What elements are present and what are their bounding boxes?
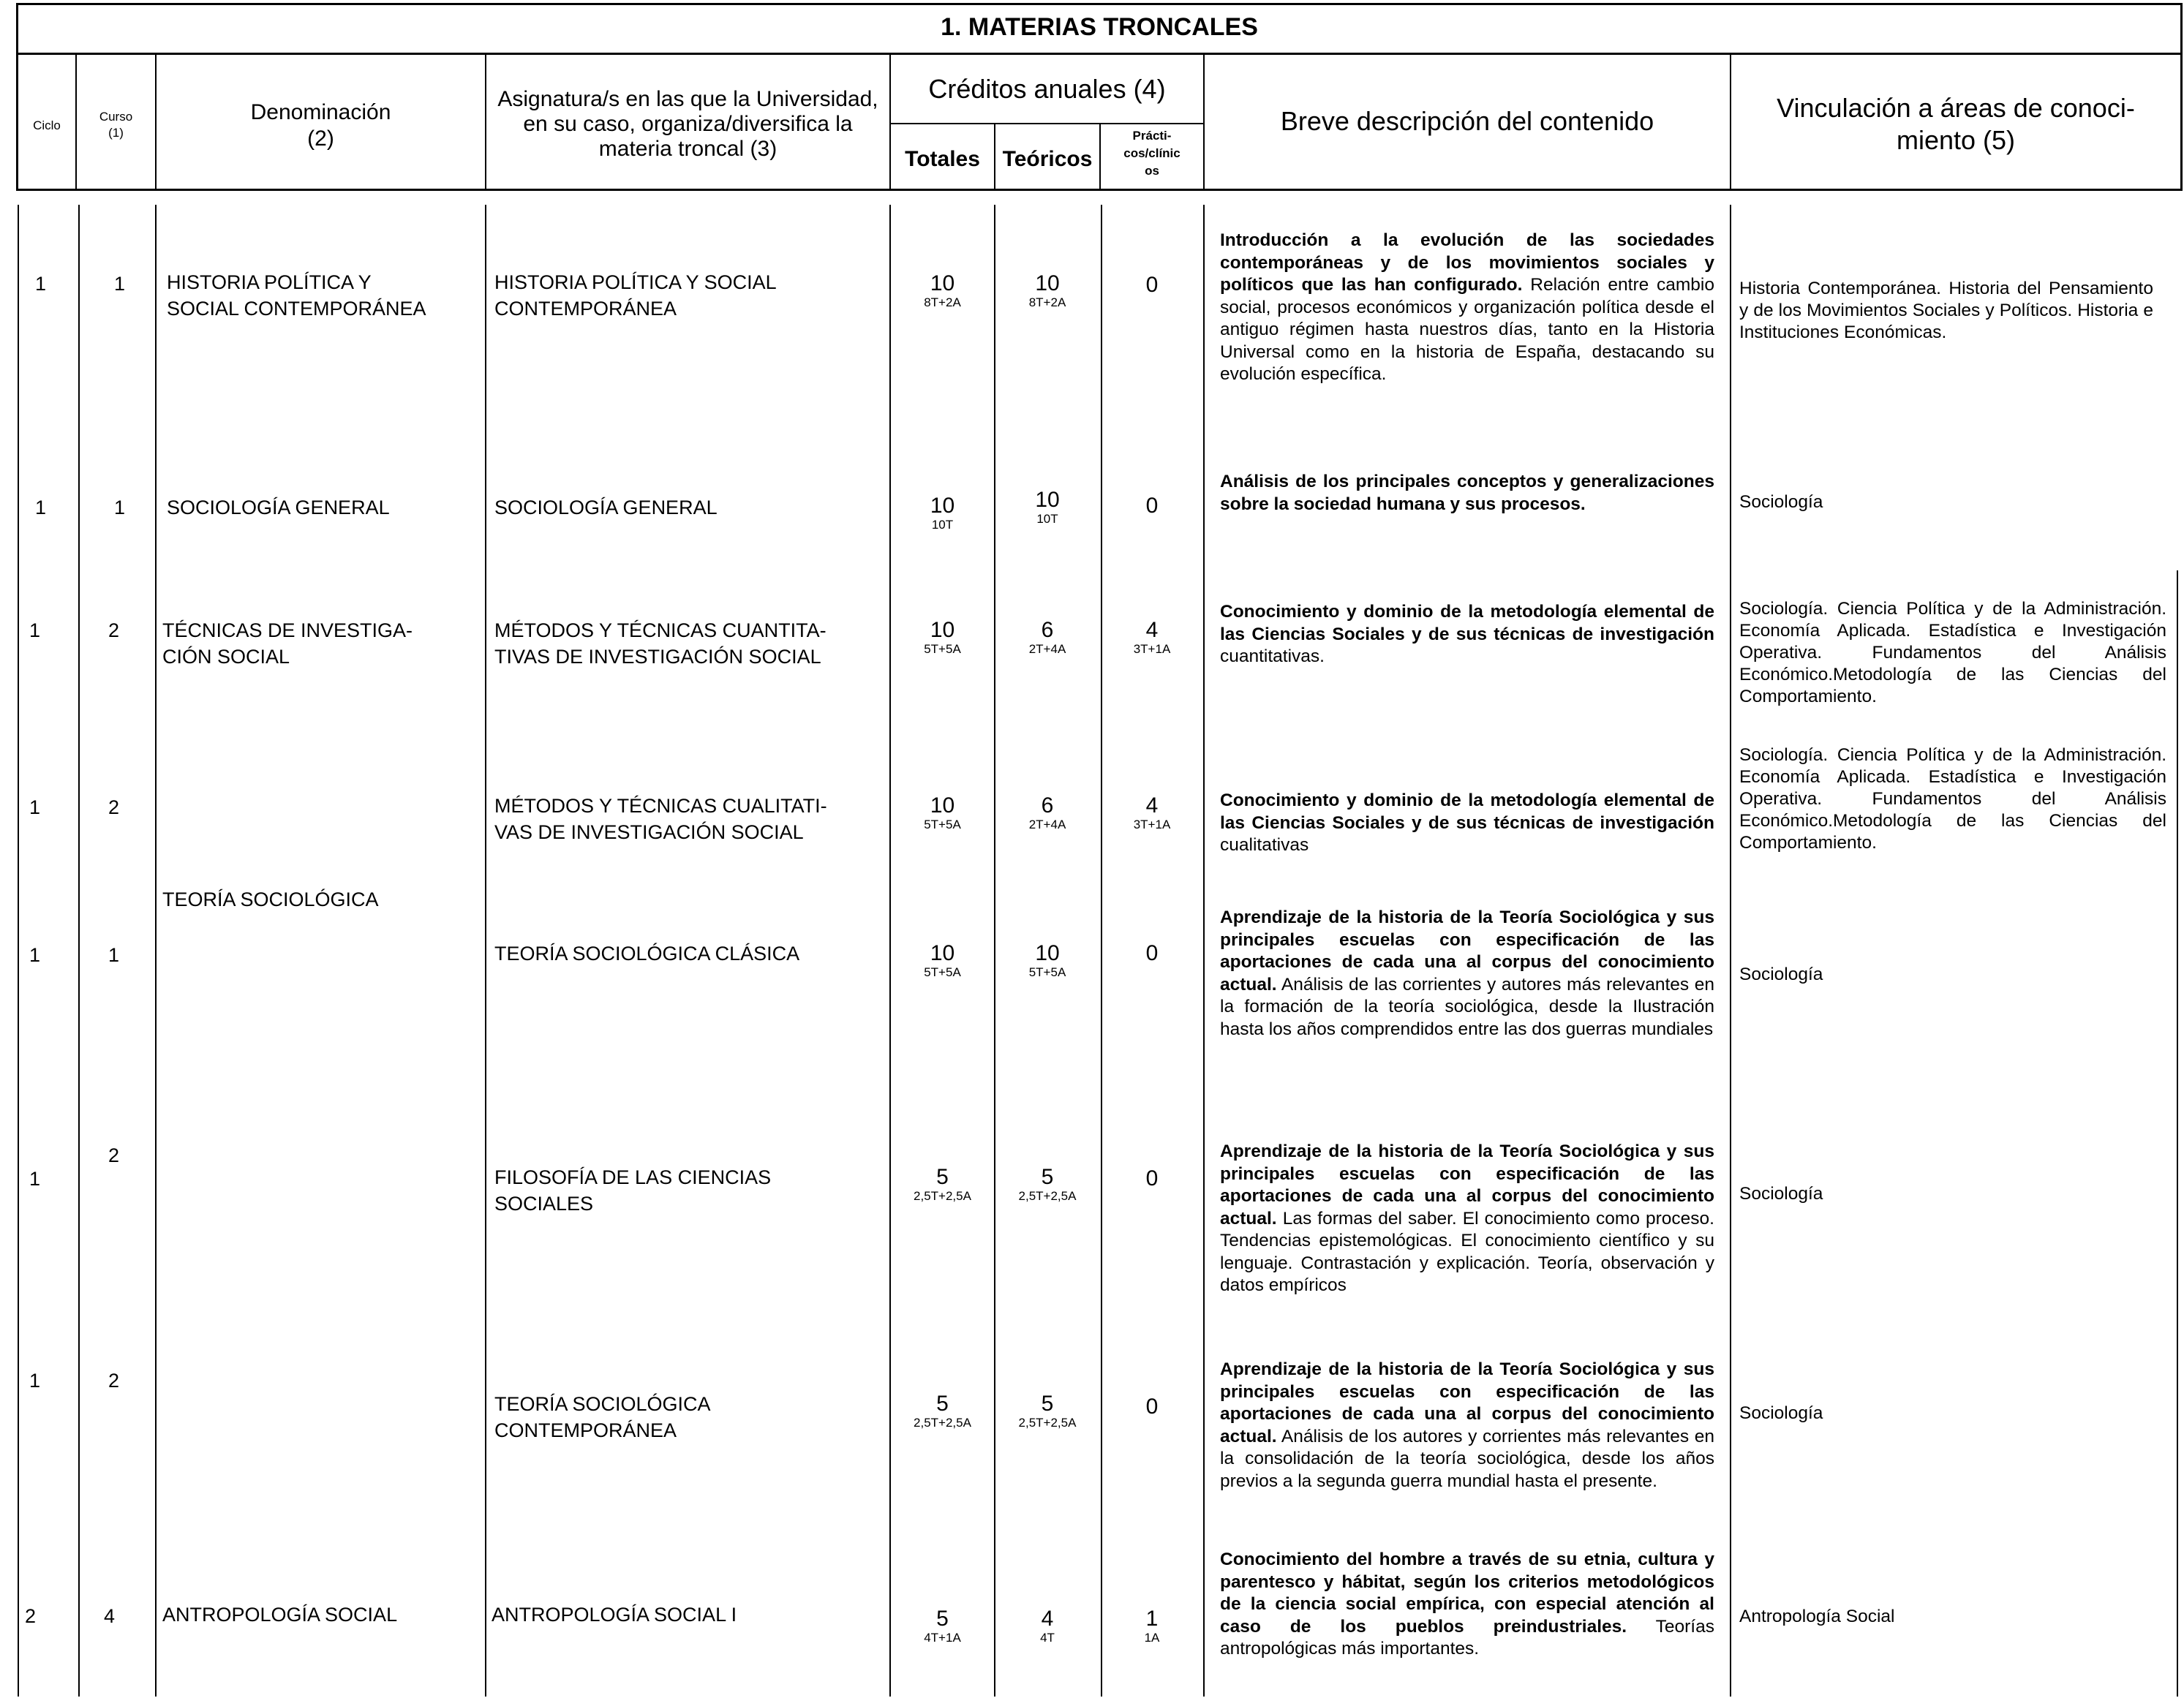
row-teoricos: 6 — [1041, 793, 1054, 818]
row-vinculacion: Sociología. Ciencia Política y de la Administración. Economía Aplicada. Estadística e Investigación Operativa. Fundamentos del Análisis Económico.Metodología de las Ciencias del Comportamiento. — [1739, 745, 2166, 853]
row-totales: 10 — [930, 793, 955, 818]
body-rule-b — [78, 205, 80, 1697]
row-asignatura-l1: MÉTODOS Y TÉCNICAS CUANTITA- — [494, 619, 826, 641]
row-teoricos-sub: 2T+4A — [1028, 818, 1066, 831]
row-teoricos-sub: 5T+5A — [1028, 965, 1066, 979]
row-teoricos: 5 — [1041, 1165, 1054, 1189]
row-descripcion — [1220, 1549, 1714, 1661]
row-asignatura-l2: TIVAS DE INVESTIGACIÓN SOCIAL — [494, 646, 821, 668]
row-curso: 2 — [108, 619, 120, 641]
row-totales: 10 — [930, 494, 955, 518]
row-descripcion-bold: Aprendizaje de la historia de la Teoría Sociológica y sus principales escuelas con especificación de las aportaciones de cada una al corpus del conocimiento actual. — [1220, 1359, 1714, 1446]
row-teoricos: 4 — [1041, 1607, 1054, 1631]
row-descripcion-bold: Aprendizaje de la historia de la Teoría Sociológica y sus principales escuelas con especificación de las aportaciones de cada una al corpus del conocimiento actual. — [1220, 1142, 1714, 1229]
row-denominacion-l1: ANTROPOLOGÍA SOCIAL — [162, 1604, 398, 1626]
row-ciclo: 1 — [29, 796, 41, 818]
row-practicos: 0 — [1145, 941, 1159, 965]
row-descripcion-bold: Introducción a la evolución de las sociedades contemporáneas y de los movimientos sociales y políticos que las han configurado. — [1220, 230, 1714, 295]
row-asignatura-l1: TEORÍA SOCIOLÓGICA — [494, 1393, 711, 1415]
row-ciclo: 1 — [29, 619, 41, 641]
row-vinculacion: Sociología. Ciencia Política y de la Administración. Economía Aplicada. Estadística e Investigación Operativa. Fundamentos del Análisis Económico.Metodología de las Ciencias del Comportamiento. — [1739, 599, 2166, 706]
header-practicos-l2: cos/clínic — [1123, 146, 1181, 160]
body-rule-a — [18, 205, 19, 1697]
row-descripcion-text: cualitativas — [1220, 835, 1309, 855]
row-teoricos: 5 — [1041, 1392, 1054, 1416]
row-ciclo: 1 — [29, 1370, 41, 1392]
row-asignatura-l2: VAS DE INVESTIGACIÓN SOCIAL — [494, 821, 804, 843]
header-denominacion-note: (2) — [307, 127, 334, 151]
row-descripcion — [1220, 790, 1714, 857]
row-practicos: 4 — [1145, 793, 1159, 818]
row-descripcion-bold: Aprendizaje de la historia de la Teoría Sociológica y sus principales escuelas con especificación de las aportaciones de cada una al corpus del conocimiento actual. — [1220, 908, 1714, 995]
row-descripcion-text: Análisis de las corrientes y autores más relevantes en la formación de la teoría sociológica, desde la Ilustración hasta los años comprendidos entre las dos guerras mundiales — [1220, 974, 1714, 1039]
row-totales: 5 — [936, 1607, 949, 1631]
row-ciclo: 1 — [35, 273, 47, 295]
header-asignaturas-l2: en su caso, organiza/diversifica la — [523, 112, 853, 136]
row-curso: 4 — [104, 1605, 116, 1627]
header-practicos-l3: os — [1145, 164, 1159, 178]
header-descripcion: Breve descripción del contenido — [1280, 106, 1654, 136]
row-descripcion-text: Teorías antropológicas más importantes. — [1220, 1616, 1714, 1659]
row-descripcion-text: Relación entre cambio social, procesos económicos y organización política desde el antiguo régimen hasta nuestros días, tanto en la Historia Universal como en la historia de España, destacando su evolución específica. — [1220, 275, 1715, 384]
header-ciclo: Ciclo — [33, 118, 61, 132]
row-totales-sub: 5T+5A — [924, 818, 961, 831]
body-rule-c — [155, 205, 157, 1697]
header-totales: Totales — [905, 147, 980, 171]
row-totales: 10 — [930, 941, 955, 965]
row-teoricos: 10 — [1035, 271, 1060, 295]
header-creditos: Créditos anuales (4) — [928, 74, 1166, 104]
row-totales-sub: 8T+2A — [924, 295, 961, 309]
row-teoricos-sub: 2,5T+2,5A — [1018, 1416, 1077, 1430]
row-denominacion-l2: CIÓN SOCIAL — [162, 646, 290, 668]
row-totales-sub: 5T+5A — [924, 965, 961, 979]
row-vinculacion: Antropología Social — [1739, 1607, 1895, 1626]
section-title: 1. MATERIAS TRONCALES — [941, 13, 1258, 41]
hdr-creditos-split — [889, 123, 1204, 124]
header-asignaturas-l3: materia troncal (3) — [598, 137, 777, 161]
row-curso: 2 — [108, 1144, 120, 1166]
row-ciclo: 1 — [29, 944, 41, 966]
row-descripcion-bold: Conocimiento y dominio de la metodología elemental de las Ciencias Sociales y de sus técnicas de investigación — [1220, 790, 1714, 833]
row-curso: 2 — [108, 1370, 120, 1392]
border-top — [16, 3, 2183, 5]
row-vinculacion: Sociología — [1739, 492, 1823, 512]
row-descripcion-text: Análisis de los autores y corrientes más relevantes en la consolidación de la teoría sociológica, desde los años previos a la segunda guerra mundial hasta el presente. — [1220, 1426, 1714, 1491]
row-denominacion-l1: TÉCNICAS DE INVESTIGA- — [162, 619, 413, 641]
row-practicos-sub: 3T+1A — [1133, 642, 1171, 656]
row-descripcion-bold: Conocimiento del hombre a través de su etnia, cultura y parentesco y hábitat, según los criterios metodológicos de la ciencia social empírica, con especial atención al caso de los pueblos preindustriales. — [1220, 1550, 1714, 1637]
row-curso: 1 — [108, 944, 120, 966]
header-curso: Curso — [99, 110, 133, 124]
row-practicos: 0 — [1145, 1166, 1159, 1191]
row-teoricos: 10 — [1035, 941, 1060, 965]
row-descripcion-text: cuantitativas. — [1220, 646, 1325, 666]
row-totales-sub: 10T — [931, 518, 954, 532]
row-denominacion-l1: HISTORIA POLÍTICA Y — [167, 271, 372, 293]
row-asignatura-l1: HISTORIA POLÍTICA Y SOCIAL — [494, 271, 777, 293]
header-vinculacion-l2: miento (5) — [1896, 125, 2016, 155]
row-vinculacion: Sociología — [1739, 1403, 1823, 1423]
row-practicos-sub: 3T+1A — [1133, 818, 1171, 831]
body-rule-i — [1730, 205, 1731, 1697]
row-descripcion — [1220, 1141, 1714, 1297]
row-totales-sub: 2,5T+2,5A — [914, 1416, 971, 1430]
row-totales-sub: 5T+5A — [924, 642, 961, 656]
row-asignatura-l2: CONTEMPORÁNEA — [494, 298, 677, 320]
row-ciclo: 1 — [29, 1168, 41, 1190]
row-teoricos-sub: 2T+4A — [1028, 642, 1066, 656]
row-teoricos: 6 — [1041, 618, 1054, 642]
row-teoricos-sub: 10T — [1036, 512, 1058, 526]
row-asignatura-l1: MÉTODOS Y TÉCNICAS CUALITATI- — [494, 795, 827, 817]
header-practicos-l1: Prácti- — [1132, 129, 1172, 143]
row-descripcion-text: Las formas del saber. El conocimiento como proceso. Tendencias epistemológicas. El conocimiento científico y su lenguaje. Contrastación y explicación. Teoría, observación y datos empíricos — [1220, 1208, 1714, 1295]
body-rule-h — [1203, 205, 1205, 1697]
row-practicos-sub: 1A — [1144, 1631, 1160, 1645]
border-title-bottom — [16, 53, 2183, 55]
row-totales: 5 — [936, 1165, 949, 1189]
row-descripcion — [1220, 1359, 1714, 1493]
row-practicos: 0 — [1145, 273, 1159, 297]
row-curso: 1 — [114, 273, 126, 295]
header-vinculacion-l1: Vinculación a áreas de conoci- — [1777, 93, 2135, 123]
row-descripcion — [1220, 230, 1714, 386]
row-asignatura-l2: CONTEMPORÁNEA — [494, 1419, 677, 1441]
row-totales-sub: 2,5T+2,5A — [914, 1189, 971, 1203]
row-ciclo: 2 — [25, 1605, 37, 1627]
header-asignaturas-l1: Asignatura/s en las que la Universidad, — [497, 87, 878, 111]
row-asignatura-l1: FILOSOFÍA DE LAS CIENCIAS — [494, 1166, 772, 1188]
row-curso: 2 — [108, 796, 120, 818]
row-asignatura-l2: SOCIALES — [494, 1193, 594, 1215]
row-totales: 5 — [936, 1392, 949, 1416]
body-rule-j — [2177, 570, 2178, 1697]
row-descripcion — [1220, 907, 1714, 1041]
row-descripcion-bold: Conocimiento y dominio de la metodología elemental de las Ciencias Sociales y de sus técnicas de investigación — [1220, 602, 1714, 644]
row-vinculacion: Historia Contemporánea. Historia del Pensamiento y de los Movimientos Sociales y Políticos. Historia e Instituciones Económicas. — [1739, 279, 2153, 342]
header-teoricos: Teóricos — [1002, 147, 1093, 171]
row-teoricos: 10 — [1035, 488, 1060, 512]
row-descripcion-bold: Análisis de los principales conceptos y generalizaciones sobre la sociedad humana y sus procesos. — [1220, 472, 1714, 514]
row-teoricos-sub: 4T — [1040, 1631, 1055, 1645]
row-vinculacion: Sociología — [1739, 1184, 1823, 1204]
row-descripcion — [1220, 601, 1714, 668]
row-descripcion — [1220, 471, 1714, 516]
row-asignatura-l1: ANTROPOLOGÍA SOCIAL I — [492, 1604, 737, 1626]
row-totales-sub: 4T+1A — [924, 1631, 961, 1645]
row-practicos: 4 — [1145, 618, 1159, 642]
row-asignatura-l1: TEORÍA SOCIOLÓGICA CLÁSICA — [494, 943, 800, 965]
row-practicos: 1 — [1145, 1607, 1159, 1631]
row-vinculacion: Sociología — [1739, 965, 1823, 984]
body-rule-d — [485, 205, 486, 1697]
row-totales: 10 — [930, 271, 955, 295]
header-denominacion: Denominación — [250, 100, 391, 124]
row-ciclo: 1 — [35, 497, 47, 518]
row-denominacion-l1: TEORÍA SOCIOLÓGICA — [162, 888, 379, 910]
row-totales: 10 — [930, 618, 955, 642]
row-asignatura-l1: SOCIOLOGÍA GENERAL — [494, 497, 718, 518]
row-denominacion-l1: SOCIOLOGÍA GENERAL — [167, 497, 390, 518]
row-denominacion-l2: SOCIAL CONTEMPORÁNEA — [167, 298, 426, 320]
row-teoricos-sub: 2,5T+2,5A — [1018, 1189, 1077, 1203]
row-practicos: 0 — [1145, 494, 1159, 518]
row-curso: 1 — [114, 497, 126, 518]
row-practicos: 0 — [1145, 1395, 1159, 1419]
row-teoricos-sub: 8T+2A — [1028, 295, 1066, 309]
header-curso-note: (1) — [108, 126, 124, 140]
